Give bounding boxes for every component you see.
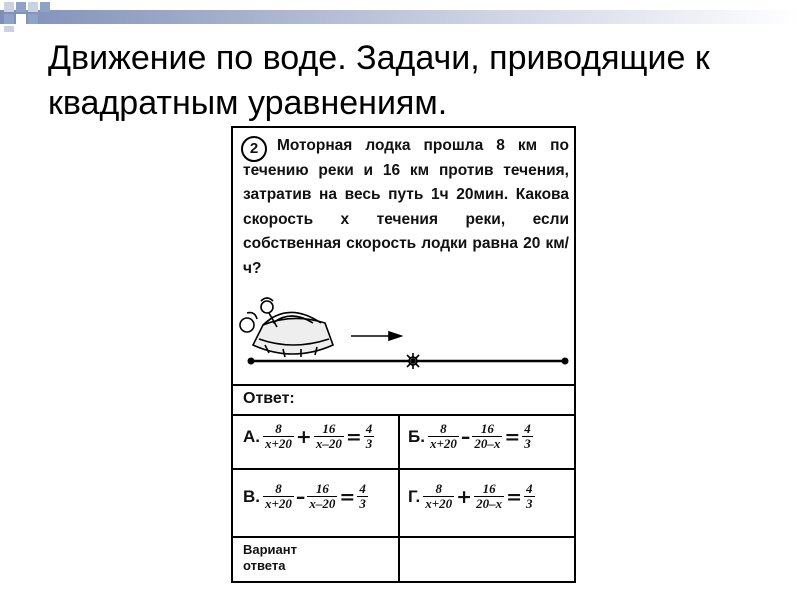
answer-option-g[interactable]	[408, 482, 536, 511]
slide-decoration	[0, 0, 800, 32]
direction-arrow	[351, 332, 401, 340]
divider	[233, 414, 574, 416]
river-line	[248, 353, 569, 369]
numerator: 16	[482, 481, 496, 496]
slide-title: Движение по воде. Задачи, приводящие к квадратным уравнениям.	[48, 39, 710, 122]
denominator: 20–x	[476, 496, 503, 511]
deco-square	[16, 14, 26, 24]
equals-sign: =	[339, 485, 356, 508]
answer-variant-label	[243, 542, 393, 574]
deco-square	[16, 2, 26, 12]
equals-sign: =	[506, 485, 523, 508]
fraction	[522, 422, 533, 451]
problem-card	[231, 126, 576, 583]
divider	[233, 384, 574, 386]
divider	[233, 468, 574, 470]
denominator: x–20	[315, 436, 342, 451]
numerator: 8	[440, 421, 447, 436]
denominator: x+20	[265, 436, 292, 451]
denominator: 3	[359, 496, 366, 511]
option-letter: Б.	[408, 426, 425, 446]
numerator: 16	[480, 421, 494, 436]
numerator: 16	[322, 421, 336, 436]
numerator: 4	[526, 481, 533, 496]
denominator: x+20	[429, 436, 457, 451]
fraction	[364, 422, 375, 451]
operator: –	[460, 425, 471, 448]
answer-variant-field[interactable]	[400, 538, 574, 581]
deco-square	[40, 2, 50, 12]
fraction	[524, 482, 535, 511]
problem-text-block	[243, 134, 569, 281]
deco-square	[28, 2, 38, 12]
option-letter: А.	[243, 426, 260, 446]
fraction	[428, 422, 459, 451]
deco-square	[4, 2, 14, 12]
fraction	[314, 422, 344, 451]
fraction	[263, 422, 294, 451]
fraction	[423, 482, 454, 511]
option-letter: Г.	[408, 486, 421, 506]
numerator: 4	[365, 421, 373, 436]
fraction	[307, 482, 337, 511]
answer-option-a[interactable]	[243, 422, 375, 451]
numerator: 4	[359, 481, 366, 496]
boat-illustration	[233, 283, 578, 383]
denominator: 3	[524, 436, 531, 451]
denominator: 3	[365, 436, 373, 451]
equals-sign: =	[504, 425, 521, 448]
meeting-point-icon	[405, 353, 421, 369]
operator: –	[295, 485, 306, 508]
numerator: 8	[435, 481, 442, 496]
operator: +	[295, 425, 312, 448]
fraction	[472, 422, 502, 451]
answer-option-b[interactable]	[408, 422, 534, 451]
variant-label-line-2: ответа	[243, 558, 286, 573]
answer-option-v[interactable]	[243, 482, 369, 511]
answer-label: Ответ:	[243, 390, 295, 407]
boat-icon	[240, 298, 333, 357]
denominator: x+20	[265, 496, 292, 511]
problem-number-badge: 2	[241, 136, 267, 162]
denominator: 20–x	[474, 436, 501, 451]
equals-sign: =	[345, 425, 362, 448]
deco-square	[4, 14, 14, 24]
operator: +	[456, 485, 473, 508]
numerator: 8	[275, 481, 282, 496]
fraction	[263, 482, 294, 511]
fraction	[357, 482, 368, 511]
denominator: x–20	[309, 496, 336, 511]
deco-bar	[0, 10, 800, 24]
denominator: 3	[526, 496, 533, 511]
denominator: x+20	[425, 496, 453, 511]
numerator: 4	[524, 421, 531, 436]
numerator: 8	[275, 421, 282, 436]
numerator: 16	[315, 481, 329, 496]
deco-square	[28, 14, 38, 24]
deco-square	[4, 26, 14, 32]
option-letter: В.	[243, 486, 260, 506]
variant-label-line-1: Вариант	[243, 542, 297, 557]
problem-text: Моторная лодка прошла 8 км по течению реки и 16 км против течения, затратив на весь путь 1ч 20мин. Какова скорость x течения реки, если собственная скорость лодки равна 20 км/ч?	[243, 137, 569, 277]
fraction	[474, 482, 504, 511]
